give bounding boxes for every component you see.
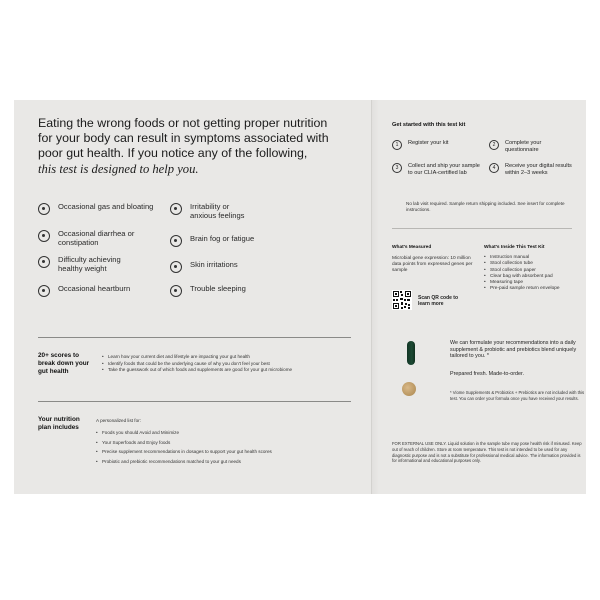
inside-list (484, 255, 560, 293)
test-kit-panel (14, 100, 586, 494)
qr-code[interactable] (392, 290, 412, 310)
symptom-label: Irritability or anxious feelings (190, 202, 245, 221)
symptom-label: Brain fog or fatigue (190, 234, 255, 243)
step-number: 1 (392, 140, 402, 150)
get-started-title: Get started with this test kit (392, 122, 466, 128)
headline-line-1: Eating the wrong foods or not getting proper nutrition (38, 116, 328, 130)
measured-text: Microbial gene expression: 10 million data points from expressed genes per sample (392, 256, 473, 274)
headline-italic: this test is designed to help you. (38, 161, 199, 176)
disclaimer: FOR EXTERNAL USE ONLY. Liquid solution in the sample tube may pose health risk if misused. Keep out of reach of children. Store at room temperature. This test is not intended to be used for any diagnostic purpose and is not a substitute for professional medical advice. The information provided is for informational and educational purposes only. (392, 441, 582, 464)
inside-title: What's Inside This Test Kit (484, 245, 545, 250)
irritability-icon (170, 203, 182, 215)
step-text: Register your kit (408, 140, 449, 146)
list-item: • Probiotic and prebiotic recommendations matched to your gut needs (96, 459, 272, 466)
list-item: • Pre-paid sample return envelope (484, 286, 560, 292)
list-item: • Take the guesswork out of which foods and supplements are good for your gut microbiome (102, 367, 292, 374)
shipping-note: No lab visit required. Sample return shipping included. See insert for complete instructions. (406, 201, 565, 213)
symptom-label: Difficulty achieving healthy weight (58, 255, 121, 274)
capsule-image (407, 341, 415, 365)
qr-label: Scan QR code to learn more (418, 295, 459, 308)
list-item: • Identify foods that could be the underlying cause of why you don't feel your best (102, 361, 292, 368)
step-item (392, 140, 484, 150)
step-number: 4 (489, 163, 499, 173)
step-item (489, 140, 581, 154)
list-item: • Instruction manual (484, 255, 560, 261)
sleep-icon (170, 285, 182, 297)
step-number: 3 (392, 163, 402, 173)
symptom-label: Occasional diarrhea or constipation (58, 229, 135, 248)
symptom-item (38, 229, 178, 247)
headline-line-3: poor gut health. If you notice any of the following, (38, 146, 308, 161)
step-text: Collect and ship your sample to our CLIA-certified lab (408, 163, 480, 176)
symptom-item (170, 234, 310, 247)
scores-title: 20+ scores to break down your gut health (38, 352, 90, 375)
scores-list (102, 354, 292, 374)
symptom-item (170, 260, 310, 273)
list-item: • Learn how your current diet and lifestyle are impacting your gut health (102, 354, 292, 361)
symptom-label: Trouble sleeping (190, 284, 246, 293)
symptom-item (38, 202, 178, 215)
step-item (392, 163, 484, 177)
step-number: 2 (489, 140, 499, 150)
list-item: • Stool collection paper (484, 268, 560, 274)
step-text: Receive your digital results within 2–3 weeks (505, 163, 572, 176)
heartburn-icon (38, 285, 50, 297)
symptom-label: Occasional gas and bloating (58, 202, 154, 211)
list-item: • Your Superfoods and Enjoy foods (96, 440, 272, 447)
symptom-label: Occasional heartburn (58, 284, 131, 293)
symptom-item (38, 284, 178, 297)
list-item: • Clear bag with absorbent pad (484, 274, 560, 280)
plan-list (96, 430, 272, 465)
diarrhea-icon (38, 230, 50, 242)
divider (38, 401, 351, 402)
step-item (489, 163, 581, 177)
symptom-item (170, 284, 310, 297)
measured-title: What's Measured (392, 245, 432, 250)
plan-title: Your nutrition plan includes (38, 416, 80, 431)
fold-line (371, 100, 372, 494)
list-item: • Stool collection tube (484, 261, 560, 267)
divider (392, 228, 572, 229)
step-text: Complete your questionnaire (505, 140, 542, 153)
skin-icon (170, 261, 182, 273)
symptom-item (38, 255, 178, 273)
promo-text: We can formulate your recommendations into a daily supplement & probiotic and prebiotics blend uniquely tailored to you. * (450, 340, 577, 360)
fold-shadow (371, 100, 379, 494)
promo-footnote: * Viome Supplements & Probiotics + Prebiotics are not included with this test. You can order your formula once you have received your results. (450, 390, 585, 401)
list-item: • Precise supplement recommendations in dosages to support your gut health scores (96, 449, 272, 456)
divider (38, 337, 351, 338)
headline-line-2: for your body can result in symptoms associated with (38, 131, 329, 146)
symptom-label: Skin irritations (190, 260, 238, 269)
symptom-item (170, 202, 310, 220)
weight-icon (38, 256, 50, 268)
qr-code-icon (392, 290, 412, 310)
list-item: • Measuring tape (484, 280, 560, 286)
brain-fog-icon (170, 235, 182, 247)
plan-intro: A personalized list for: (96, 418, 141, 423)
list-item: • Foods you should Avoid and Minimize (96, 430, 272, 437)
promo-tagline: Prepared fresh. Made-to-order. (450, 371, 525, 377)
powder-image (402, 382, 416, 396)
gas-icon (38, 203, 50, 215)
headline (38, 116, 358, 177)
